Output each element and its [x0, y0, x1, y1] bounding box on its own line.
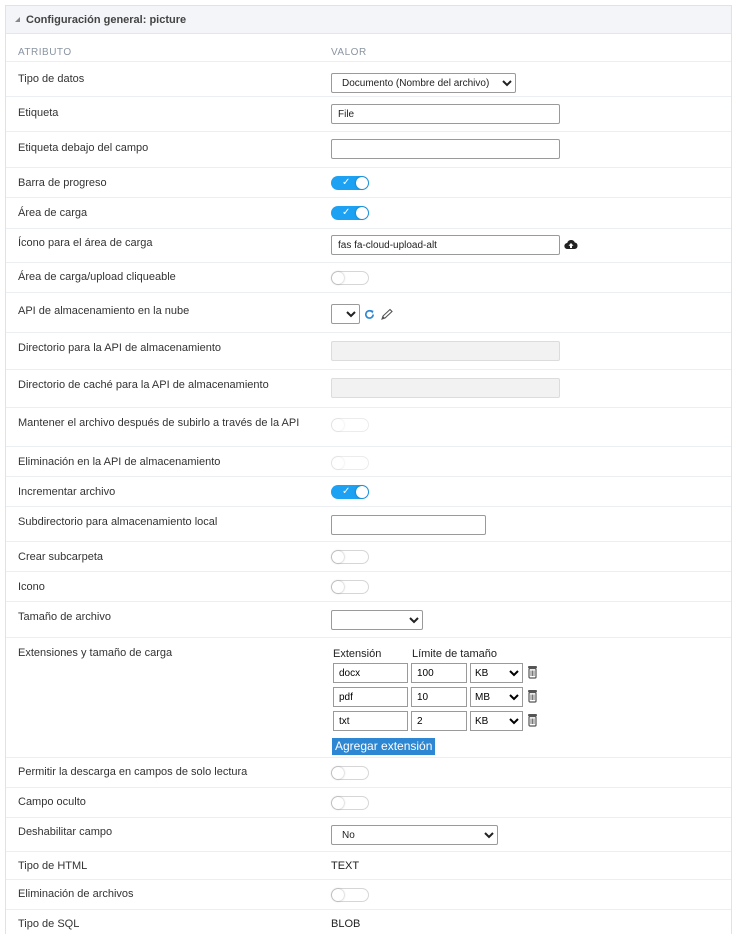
check-icon: ✓ [342, 207, 351, 218]
config-panel [5, 5, 732, 934]
row-extensiones [6, 637, 731, 758]
check-icon: ✓ [342, 177, 351, 188]
row-label: Tipo de SQL [18, 918, 80, 930]
size-input[interactable] [411, 711, 467, 731]
size-input[interactable] [411, 663, 467, 683]
row-label: Área de carga [18, 207, 88, 219]
row-label: Etiqueta debajo del campo [18, 142, 149, 154]
tipo-html-value: TEXT [331, 860, 360, 872]
column-value: VALOR [331, 47, 367, 58]
row-label: Extensiones y tamaño de carga [18, 647, 173, 659]
row-label: Tamaño de archivo [18, 611, 111, 623]
row-dir-cache [6, 369, 731, 408]
barra-progreso-toggle[interactable] [331, 176, 369, 190]
row-label: Crear subcarpeta [18, 551, 103, 563]
limit-col-header: Límite de tamaño [412, 648, 497, 660]
permitir-descarga-toggle[interactable] [331, 766, 369, 780]
trash-icon[interactable] [527, 665, 538, 679]
area-carga-toggle[interactable] [331, 206, 369, 220]
row-label: Permitir la descarga en campos de solo lectura [18, 766, 248, 778]
eliminacion-archivos-toggle[interactable] [331, 888, 369, 902]
row-permitir-descarga [6, 757, 731, 788]
row-eliminacion-api [6, 446, 731, 477]
row-crear-sub [6, 541, 731, 572]
api-nube-select[interactable] [331, 304, 360, 324]
row-label: Tipo de HTML [18, 860, 88, 872]
row-area-cliqueable [6, 262, 731, 293]
row-tipo-html [6, 851, 731, 880]
edit-pencil-icon[interactable] [380, 308, 394, 321]
row-icono-area [6, 228, 731, 263]
tipo-sql-value: BLOB [331, 918, 361, 930]
tipo-datos-select[interactable] [331, 73, 516, 93]
etiqueta-debajo-input[interactable] [331, 139, 560, 159]
size-input[interactable] [411, 687, 467, 707]
row-subdir [6, 506, 731, 542]
row-label: Icono [18, 581, 45, 593]
row-incrementar [6, 476, 731, 507]
row-label: Etiqueta [18, 107, 59, 119]
row-campo-oculto [6, 787, 731, 818]
panel-header[interactable] [6, 6, 731, 34]
row-area-carga [6, 197, 731, 229]
row-label: Barra de progreso [18, 177, 107, 189]
cloud-upload-icon [564, 239, 578, 250]
row-etiqueta-debajo [6, 131, 731, 168]
ext-input[interactable] [333, 663, 408, 683]
row-deshabilitar [6, 817, 731, 852]
refresh-icon[interactable] [364, 309, 375, 320]
incrementar-toggle[interactable] [331, 485, 369, 499]
trash-icon[interactable] [527, 713, 538, 727]
check-icon: ✓ [342, 486, 351, 497]
etiqueta-input[interactable] [331, 104, 560, 124]
ext-col-header: Extensión [333, 648, 382, 660]
trash-icon[interactable] [527, 689, 538, 703]
unit-select[interactable] [470, 663, 523, 683]
crear-sub-toggle[interactable] [331, 550, 369, 564]
row-label: Eliminación en la API de almacenamiento [18, 456, 221, 468]
column-attribute: ATRIBUTO [18, 47, 72, 58]
row-etiqueta [6, 96, 731, 132]
row-label: Tipo de datos [18, 73, 85, 85]
row-label: Incrementar archivo [18, 486, 116, 498]
row-barra-progreso [6, 167, 731, 198]
unit-select[interactable] [470, 711, 523, 731]
collapse-triangle-icon[interactable] [15, 17, 20, 22]
column-headers [6, 43, 731, 61]
icono-area-input[interactable] [331, 235, 560, 255]
row-label: Eliminación de archivos [18, 888, 134, 900]
row-api-nube [6, 292, 731, 333]
tamano-select[interactable] [331, 610, 423, 630]
deshabilitar-select[interactable] [331, 825, 498, 845]
dir-api-input [331, 341, 560, 361]
icono-toggle[interactable] [331, 580, 369, 594]
ext-input[interactable] [333, 711, 408, 731]
subdir-input[interactable] [331, 515, 486, 535]
campo-oculto-toggle[interactable] [331, 796, 369, 810]
panel-title: Configuración general: picture [26, 13, 187, 26]
row-label: Subdirectorio para almacenamiento local [18, 516, 218, 528]
dir-cache-input [331, 378, 560, 398]
row-label: Área de carga/upload cliqueable [18, 271, 176, 283]
row-tipo-sql [6, 909, 731, 936]
row-tamano [6, 601, 731, 638]
row-eliminacion-archivos [6, 879, 731, 910]
row-label: Deshabilitar campo [18, 826, 113, 838]
row-label: API de almacenamiento en la nube [18, 305, 190, 317]
add-extension-button[interactable]: Agregar extensión [332, 738, 435, 755]
row-dir-api [6, 332, 731, 370]
row-label: Ícono para el área de carga [18, 237, 153, 249]
area-cliqueable-toggle[interactable] [331, 271, 369, 285]
unit-select[interactable] [470, 687, 523, 707]
row-label: Directorio de caché para la API de almacenamiento [18, 379, 269, 391]
row-label: Directorio para la API de almacenamiento [18, 342, 221, 354]
ext-input[interactable] [333, 687, 408, 707]
row-icono [6, 571, 731, 602]
mantener-toggle[interactable] [331, 418, 369, 432]
eliminacion-api-toggle[interactable] [331, 456, 369, 470]
row-label: Mantener el archivo después de subirlo a través de la API [18, 417, 300, 429]
row-mantener [6, 407, 731, 447]
row-tipo-datos [6, 61, 731, 97]
row-label: Campo oculto [18, 796, 86, 808]
